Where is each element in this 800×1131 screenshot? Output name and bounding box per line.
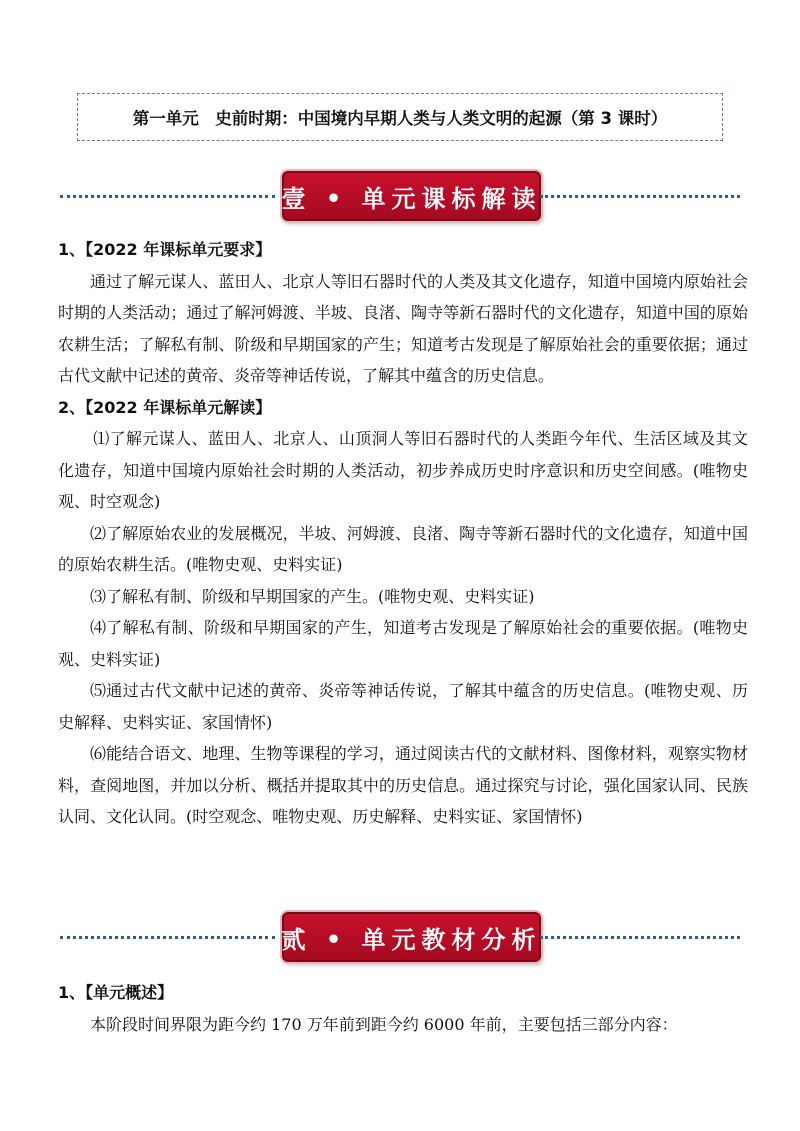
dotted-divider-left: [60, 195, 275, 198]
interpretation-item-5: ⑸通过古代文献中记述的黄帝、炎帝等神话传说，了解其中蕴含的历史信息。(唯物史观、历史解释、史料实证、家国情怀): [58, 681, 748, 732]
overview-paragraph: 本阶段时间界限为距今约 170 万年前到距今约 6000 年前，主要包括三部分内容：: [90, 1014, 678, 1034]
dotted-divider-right: [540, 936, 740, 939]
interpretation-item-6: ⑹能结合语文、地理、生物等课程的学习，通过阅读古代的文献材料、图像材料，观察实物材料，查阅地图，并加以分析、概括并提取其中的历史信息。通过探究与讨论，强化国家认同、民族认同、文化认同。(时空观念、唯物史观、历史解释、史料实证、家国情怀): [58, 744, 748, 826]
dotted-divider-left: [60, 936, 275, 939]
interpretation-item-1: ⑴了解元谋人、蓝田人、北京人、山顶洞人等旧石器时代的人类距今年代、生活区域及其文化遗存，知道中国境内原始社会时期的人类活动，初步养成历史时序意识和历史空间感。(唯物史观、时空观念): [58, 429, 748, 511]
interpretation-item-2: ⑵了解原始农业的发展概况，半坡、河姆渡、良渚、陶寺等新石器时代的文化遗存，知道中国的原始农耕生活。(唯物史观、史料实证): [58, 523, 748, 574]
lesson-title: 第一单元 史前时期：中国境内早期人类与人类文明的起源（第 3 课时）: [132, 109, 668, 128]
requirements-heading: 1、【2022 年课标单元要求】: [58, 240, 272, 259]
section-1-content: [58, 234, 748, 833]
section-1-banner-row: [60, 171, 740, 221]
overview-heading: 1、【单元概述】: [58, 983, 174, 1002]
lesson-title-box: [77, 93, 723, 141]
section-2-banner: 贰 • 单元教材分析: [282, 912, 541, 962]
section-1-banner: 壹 • 单元课标解读: [282, 171, 541, 221]
interpretation-item-4: ⑷了解私有制、阶级和早期国家的产生，知道考古发现是了解原始社会的重要依据。(唯物史观、史料实证): [58, 618, 748, 669]
section-2-content: [58, 977, 748, 1040]
interpretation-heading: 2、【2022 年课标单元解读】: [58, 397, 272, 417]
interpretation-item-3: ⑶了解私有制、阶级和早期国家的产生。(唯物史观、史料实证): [90, 586, 535, 606]
dotted-divider-right: [540, 195, 740, 198]
section-2-banner-row: [60, 912, 740, 962]
requirements-paragraph: 通过了解元谋人、蓝田人、北京人等旧石器时代的人类及其文化遗存，知道中国境内原始社会时期的人类活动；通过了解河姆渡、半坡、良渚、陶寺等新石器时代的文化遗存，知道中国的原始农耕生活；了解私有制、阶级和早期国家的产生；知道考古发现是了解原始社会的重要依据；通过古代文献中记述的黄帝、炎帝等神话传说，了解其中蕴含的历史信息。: [58, 271, 748, 385]
